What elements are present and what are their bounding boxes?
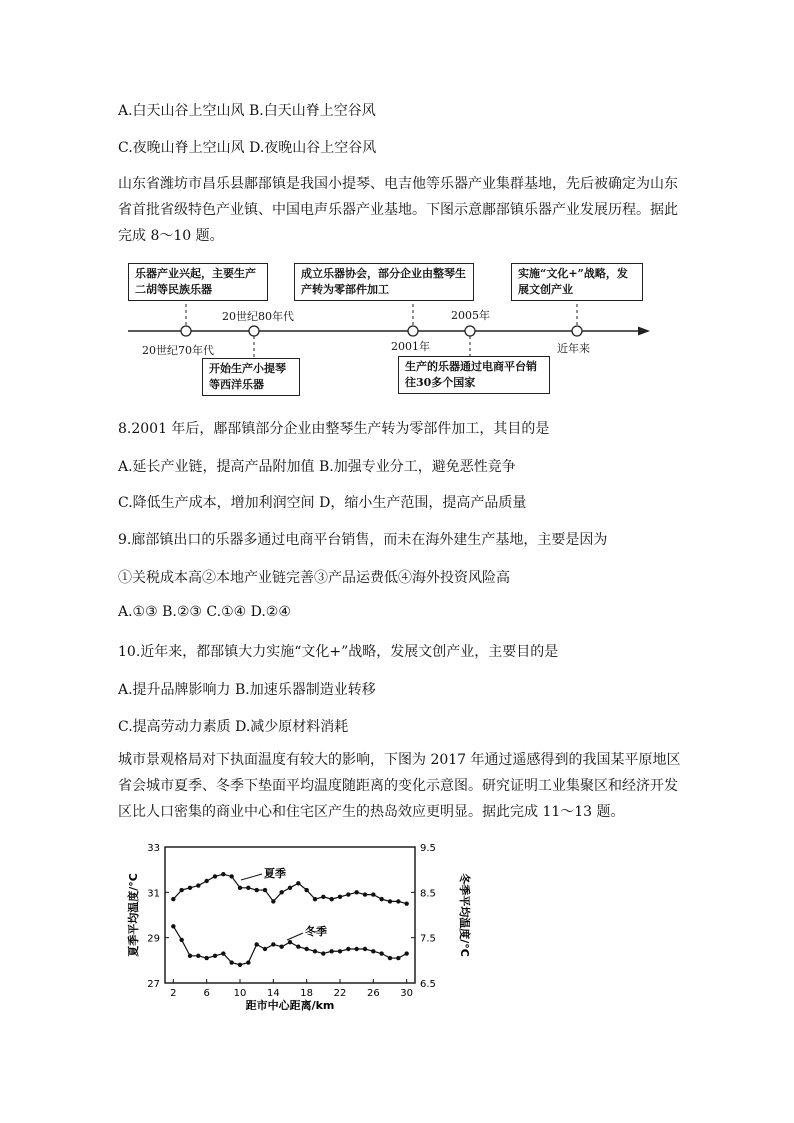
winter-data-point <box>346 947 350 951</box>
timeline-box-2001: 成立乐器协会，部分企业由整琴生产转为零部件加工 <box>294 263 474 301</box>
winter-data-point <box>254 942 258 946</box>
winter-data-point <box>371 949 375 953</box>
timeline-label-recent: 近年来 <box>557 342 590 355</box>
summer-data-point <box>188 886 192 890</box>
y-left-tick-label: 33 <box>147 843 160 854</box>
timeline-label-80s: 20世纪80年代 <box>222 310 294 323</box>
timeline-label-2001: 2001年 <box>391 340 430 353</box>
y-right-tick-label: 6.5 <box>420 979 436 990</box>
summer-data-point <box>238 886 242 890</box>
q10-stem: 10.近年来，都郚镇大力实施“文化+”战略，发展文创产业，主要目的是 <box>118 644 559 660</box>
y-left-tick-label: 27 <box>147 979 160 990</box>
summer-data-point <box>388 899 392 903</box>
x-tick-label: 10 <box>233 988 247 999</box>
winter-data-point <box>238 963 242 967</box>
y-right-tick-label: 7.5 <box>420 933 436 945</box>
summer-data-point <box>263 888 267 892</box>
x-tick-label: 2 <box>170 988 177 999</box>
winter-data-point <box>263 947 267 951</box>
q9-stem: 9.廊部镇出口的乐器多通过电商平台销售，而未在海外建生产基地，主要是因为 <box>118 532 608 548</box>
winter-data-point <box>179 938 183 942</box>
winter-data-point <box>188 954 192 958</box>
winter-data-point <box>363 947 367 951</box>
y-left-tick-label: 31 <box>147 888 160 900</box>
winter-data-point <box>296 945 300 949</box>
winter-data-point <box>354 947 358 951</box>
timeline-label-70s: 20世纪70年代 <box>142 344 214 357</box>
summer-data-point <box>171 897 175 901</box>
winter-label-pointer <box>287 933 303 940</box>
summer-data-point <box>379 897 383 901</box>
q10-options-ab: A.提升品牌影响力 B.加速乐器制造业转移 <box>118 682 376 698</box>
x-tick-label: 6 <box>203 988 210 999</box>
summer-data-point <box>254 888 258 892</box>
summer-data-point <box>196 883 200 887</box>
series-label-winter: 冬季 <box>305 925 327 938</box>
timeline-node-80s <box>249 326 259 336</box>
q7-options-line1: A.白天山谷上空山风 B.白天山脊上空谷风 <box>118 103 376 119</box>
summer-data-point <box>288 886 292 890</box>
summer-data-point <box>179 888 183 892</box>
timeline-box-80s: 开始生产小提琴等西洋乐器 <box>202 358 300 396</box>
timeline-node-2005 <box>465 326 475 336</box>
winter-data-point <box>338 949 342 953</box>
series-label-summer: 夏季 <box>264 867 286 880</box>
summer-data-point <box>404 901 408 905</box>
winter-data-point <box>379 951 383 955</box>
timeline-box-2005: 生产的乐器通过电商平台销往30多个国家 <box>398 356 550 394</box>
winter-data-point <box>279 945 283 949</box>
winter-data-point <box>329 949 333 953</box>
summer-data-point <box>313 897 317 901</box>
x-tick-label: 26 <box>366 988 380 999</box>
q10-options-cd: C.提高劳动力素质 D.减少原材料消耗 <box>118 719 349 735</box>
summer-data-point <box>279 890 283 894</box>
summer-label-pointer <box>241 874 262 880</box>
q7-options-line2: C.夜晚山脊上空山风 D.夜晚山谷上空谷风 <box>118 140 377 156</box>
x-axis-label: 距市中心距离/km <box>245 999 335 1012</box>
y-right-tick-label: 8.5 <box>420 888 436 900</box>
summer-data-point <box>396 899 400 903</box>
y-right-tick-label: 9.5 <box>420 843 436 854</box>
timeline-box-70s: 乐器产业兴起，主要生产二胡等民族乐器 <box>128 263 268 301</box>
summer-data-point <box>363 892 367 896</box>
y-axis-left-label: 夏季平均温度/°C <box>127 873 140 957</box>
timeline-node-recent <box>572 326 582 336</box>
summer-data-point <box>329 897 333 901</box>
temperature-chart <box>122 840 482 1015</box>
x-tick-label: 30 <box>400 988 414 999</box>
summer-data-point <box>371 892 375 896</box>
timeline-arrow-icon <box>638 327 650 336</box>
timeline-diagram <box>118 258 678 398</box>
winter-data-point <box>204 956 208 960</box>
summer-data-point <box>321 895 325 899</box>
winter-data-point <box>313 949 317 953</box>
timeline-node-70s <box>181 326 191 336</box>
summer-data-point <box>213 874 217 878</box>
summer-data-point <box>204 879 208 883</box>
timeline-box-recent: 实施“文化+”战略，发展文创产业 <box>511 263 643 301</box>
winter-data-point <box>404 951 408 955</box>
q9-options: A.①③ B.②③ C.①④ D.②④ <box>118 604 291 620</box>
summer-data-point <box>354 890 358 894</box>
winter-data-point <box>388 956 392 960</box>
winter-data-point <box>213 954 217 958</box>
timeline-node-2001 <box>408 326 418 336</box>
timeline-label-2005: 2005年 <box>451 309 490 322</box>
summer-data-point <box>229 874 233 878</box>
winter-data-point <box>246 960 250 964</box>
winter-data-point <box>196 954 200 958</box>
plot-frame <box>165 847 415 983</box>
winter-data-point <box>171 924 175 928</box>
x-tick-label: 18 <box>300 988 314 999</box>
summer-data-point <box>246 886 250 890</box>
winter-data-point <box>288 940 292 944</box>
summer-data-point <box>304 888 308 892</box>
summer-data-point <box>271 899 275 903</box>
winter-data-point <box>304 947 308 951</box>
q9-items: ①关税成本高②本地产业链完善③产品运费低④海外投资风险高 <box>118 570 510 586</box>
q8-stem: 8.2001 年后，鄌郚镇部分企业由整琴生产转为零部件加工，其目的是 <box>118 421 550 437</box>
summer-data-point <box>221 872 225 876</box>
summer-data-point <box>296 881 300 885</box>
intro-paragraph-8-10: 山东省潍坊市昌乐县鄌郚镇是我国小提琴、电吉他等乐器产业集群基地，先后被确定为山东省首批省级特色产业镇、中国电声乐器产业基地。下图示意鄌郚镇乐器产业发展历程。据此完成 8～10 题。 <box>118 176 678 244</box>
y-axis-right-label: 冬季平均温度/°C <box>458 873 471 957</box>
winter-data-point <box>229 960 233 964</box>
winter-data-point <box>321 951 325 955</box>
intro-paragraph-11-13: 城市景观格局对下执面温度有较大的影响，下图为 2017 年通过遥感得到的我国某平原地区省会城市夏季、冬季下垫面平均温度随距离的变化示意图。研究证明工业集聚区和经济开发区比人口密集的商业中心和住宅区产生的热岛效应更明显。据此完成 11～13 题。 <box>118 752 681 820</box>
y-left-tick-label: 29 <box>147 933 160 945</box>
summer-data-point <box>338 895 342 899</box>
summer-data-point <box>346 892 350 896</box>
x-tick-label: 22 <box>333 988 347 999</box>
x-tick-label: 14 <box>266 988 280 999</box>
winter-data-point <box>221 951 225 955</box>
winter-data-point <box>271 942 275 946</box>
q8-options-ab: A.延长产业链，提高产品附加值 B.加强专业分工，避免恶性竞争 <box>118 459 516 475</box>
winter-data-point <box>396 956 400 960</box>
q8-options-cd: C.降低生产成本，增加利润空间 D，缩小生产范围，提高产品质量 <box>118 495 527 511</box>
